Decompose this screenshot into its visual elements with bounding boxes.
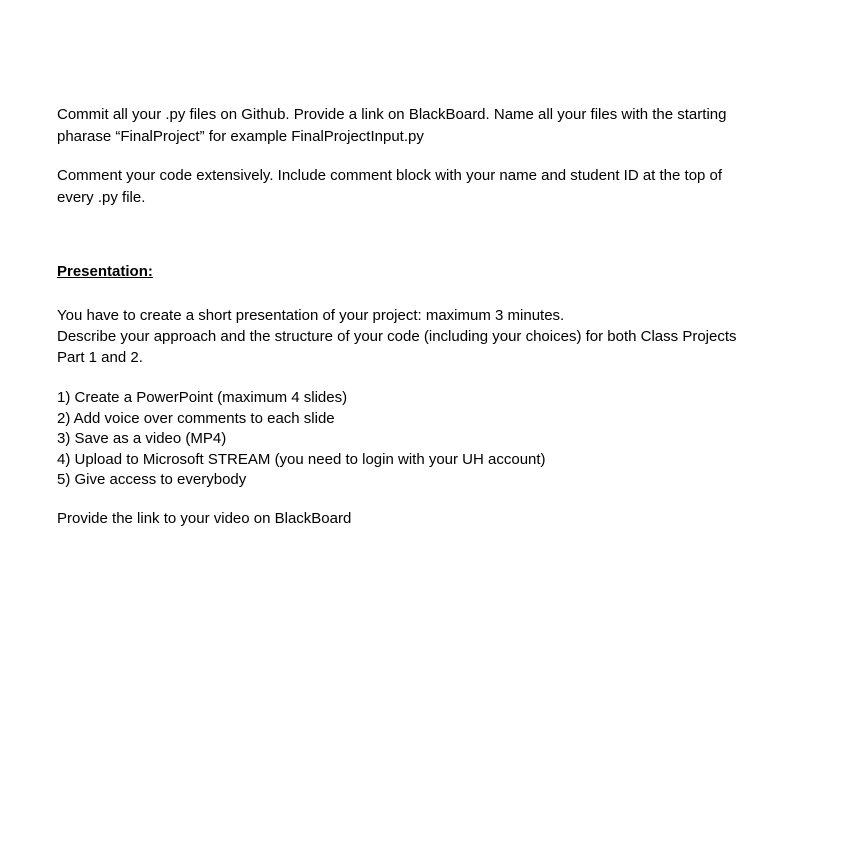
spacer	[57, 368, 777, 388]
spacer	[57, 148, 777, 165]
spacer	[57, 491, 777, 508]
presentation-heading: Presentation:	[57, 263, 153, 280]
steps-list	[57, 388, 777, 491]
presentation-line-2: Describe your approach and the structure of your code (including your choices) for both Class Projects	[57, 328, 737, 345]
presentation-line-1: You have to create a short presentation of your project: maximum 3 minutes.	[57, 307, 565, 324]
step-item: 1) Create a PowerPoint (maximum 4 slides)	[57, 389, 348, 406]
commit-line-2: pharase “FinalProject” for example FinalProjectInput.py	[57, 128, 424, 145]
comment-line-2: every .py file.	[57, 189, 146, 206]
presentation-description	[57, 305, 777, 368]
closing-instruction	[57, 508, 777, 530]
step-item: 3) Save as a video (MP4)	[57, 430, 227, 447]
step-item: 5) Give access to everybody	[57, 471, 247, 488]
document-page	[57, 104, 777, 530]
step-item: 4) Upload to Microsoft STREAM (you need to login with your UH account)	[57, 450, 546, 468]
step-item: 2) Add voice over comments to each slide	[57, 409, 335, 427]
comment-instructions	[57, 165, 777, 209]
spacer	[57, 283, 777, 305]
presentation-line-3: Part 1 and 2.	[57, 349, 143, 366]
comment-line-1: Comment your code extensively. Include comment block with your name and student ID at the top of	[57, 167, 723, 184]
spacer	[57, 209, 777, 261]
commit-line-1: Commit all your .py files on Github. Provide a link on BlackBoard. Name all your files with the starting	[57, 106, 727, 123]
commit-instructions	[57, 104, 777, 148]
closing-line: Provide the link to your video on BlackBoard	[57, 509, 352, 527]
